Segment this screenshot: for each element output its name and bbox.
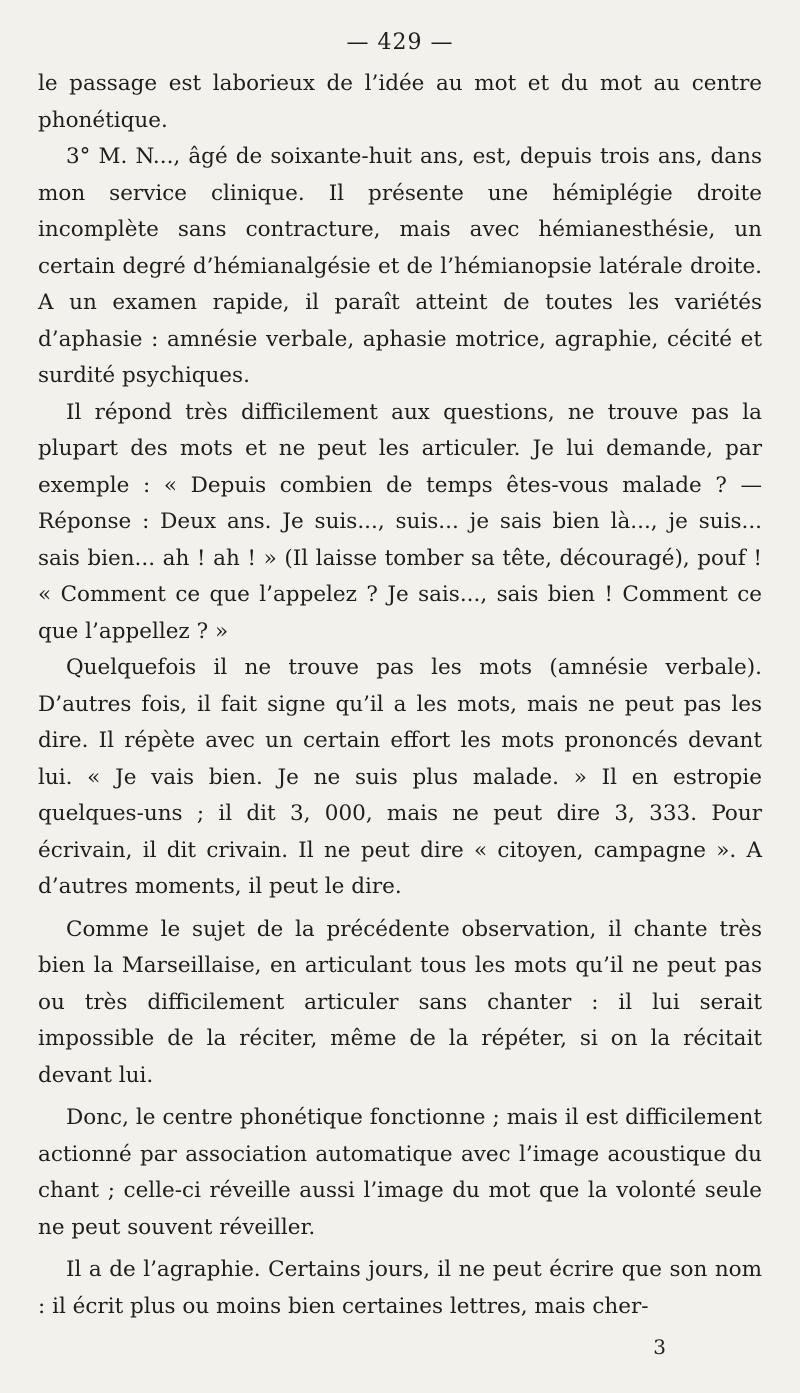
paragraph-case-3: 3° M. N..., âgé de soixante-huit ans, est, depuis trois ans, dans mon service clinique. Il présente une hémiplégie droite incomplète sans contracture, mais avec hémianesthésie, un certain degré d’hémianalgésie et de l’hémianopsie latérale droite. A un examen rapide, il paraît atteint de toutes les variétés d’aphasie : amnésie verbale, aphasie motrice, agraphie, cécité et surdité psychiques. [38, 144, 762, 388]
paragraph-responses: Il répond très difficilement aux questions, ne trouve pas la plupart des mots et ne peut les articuler. Je lui demande, par exemple : « Depuis combien de temps êtes-vous malade ? — Réponse : Deux ans. Je suis..., suis... je sais bien là..., je suis... sais bien... ah ! ah ! » (Il laisse tomber sa tête, découragé), pouf ! « Comment ce que l’appelez ? Je sais..., sais bien ! Comment ce que l’appellez ? » [38, 399, 762, 644]
paragraph-verbal-amnesia: Quelquefois il ne trouve pas les mots (amnésie verbale). D’autres fois, il fait signe qu’il a les mots, mais ne peut pas les dire. Il répète avec un certain effort les mots prononcés devant lui. « Je vais bien. Je ne suis plus malade. » Il en estropie quelques-uns ; il dit 3, 000, mais ne peut dire 3, 333. Pour écrivain, il dit crivain. Il ne peut dire « citoyen, campagne ». A d’autres moments, il peut le dire. [38, 655, 762, 899]
page-number: — 429 — [346, 30, 454, 55]
paragraph-phonetic-centre: Donc, le centre phonétique fonctionne ; mais il est difficilement actionné par association automatique avec l’image acoustique du chant ; celle-ci réveille aussi l’image du mot que la volonté seule ne peut souvent réveiller. [38, 1105, 762, 1240]
paragraph-marseillaise: Comme le sujet de la précédente observation, il chante très bien la Marseillaise, en articulant tous les mots qu’il ne peut pas ou très difficilement articuler sans chanter : il lui serait impossible de la réciter, même de la répéter, si on la récitait devant lui. [38, 916, 762, 1088]
paragraph-agraphia: Il a de l’agraphie. Certains jours, il ne peut écrire que son nom : il écrit plus ou moins bien certaines lettres, mais cher- [38, 1257, 762, 1319]
signature-mark: 3 [653, 1335, 666, 1359]
body-text [38, 66, 762, 1325]
paragraph-continuation: le passage est laborieux de l’idée au mot et du mot au centre phonétique. [38, 71, 762, 133]
